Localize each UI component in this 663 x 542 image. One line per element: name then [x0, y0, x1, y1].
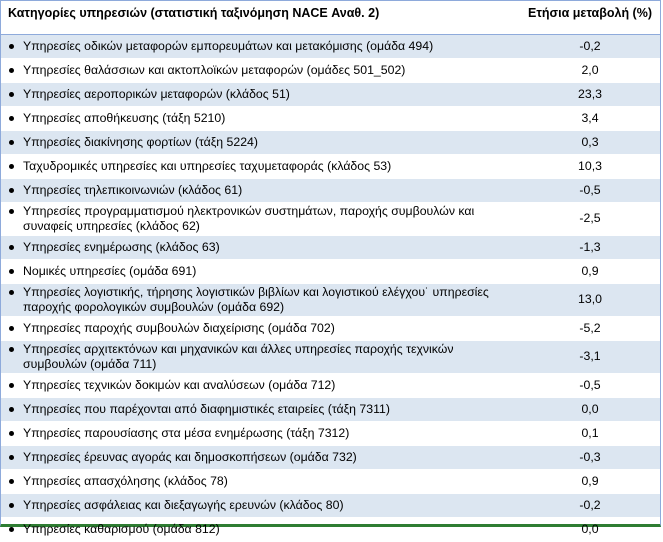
category-label: Υπηρεσίες παρουσίασης στα μέσα ενημέρωσης (τάξη 7312) — [23, 425, 350, 440]
header-annual-change: Ετήσια μεταβολή (%) — [520, 1, 660, 34]
table-row — [1, 283, 660, 316]
category-label: Υπηρεσίες ενημέρωσης (κλάδος 63) — [23, 239, 220, 254]
category-label: Υπηρεσίες απασχόλησης (κλάδος 78) — [23, 473, 228, 488]
annual-change-value: -0,5 — [520, 373, 660, 397]
bullet-icon — [9, 188, 14, 193]
table-row — [1, 130, 660, 154]
bullet-icon — [9, 479, 14, 484]
annual-change-value: -3,1 — [520, 340, 660, 373]
annual-change-value: -1,3 — [520, 235, 660, 259]
bullet-icon — [9, 503, 14, 508]
category-cell — [1, 493, 520, 517]
annual-change-value: 0,3 — [520, 130, 660, 154]
table-body — [1, 34, 660, 541]
bullet-icon — [9, 326, 14, 331]
bullet-icon — [9, 92, 14, 97]
table-row — [1, 178, 660, 202]
bullet-icon — [9, 164, 14, 169]
category-label: Υπηρεσίες καθαρισμού (ομάδα 812) — [23, 521, 220, 536]
bullet-icon — [9, 407, 14, 412]
category-cell — [1, 106, 520, 130]
category-label: Υπηρεσίες που παρέχονται από διαφημιστικές εταιρείες (τάξη 7311) — [23, 401, 390, 416]
bullet-icon — [9, 245, 14, 250]
category-cell — [1, 259, 520, 283]
category-label: Υπηρεσίες αποθήκευσης (τάξη 5210) — [23, 110, 226, 125]
table-row — [1, 373, 660, 397]
annual-change-value: 13,0 — [520, 283, 660, 316]
category-cell — [1, 517, 520, 541]
category-cell — [1, 130, 520, 154]
category-cell — [1, 178, 520, 202]
table-row — [1, 34, 660, 58]
category-label: Υπηρεσίες αεροπορικών μεταφορών (κλάδος 51) — [23, 86, 290, 101]
bullet-icon — [9, 455, 14, 460]
category-cell — [1, 421, 520, 445]
annual-change-value: 0,1 — [520, 421, 660, 445]
category-cell — [1, 283, 520, 316]
category-label: Υπηρεσίες αρχιτεκτόνων και μηχανικών και άλλες υπηρεσίες παροχής τεχνικών συμβουλών (ομάδα 711) — [23, 341, 454, 371]
annual-change-value: -0,3 — [520, 445, 660, 469]
category-cell — [1, 154, 520, 178]
category-label: Υπηρεσίες λογιστικής, τήρησης λογιστικών βιβλίων και λογιστικού ελέγχου˙ υπηρεσίες παροχής φορολογικών συμβουλών (ομάδα 692) — [23, 284, 489, 314]
annual-change-value: -0,5 — [520, 178, 660, 202]
annual-change-value: 0,9 — [520, 469, 660, 493]
annual-change-value: 0,0 — [520, 397, 660, 421]
annual-change-value: -0,2 — [520, 34, 660, 58]
category-cell — [1, 58, 520, 82]
category-label: Υπηρεσίες διακίνησης φορτίων (τάξη 5224) — [23, 134, 258, 149]
annual-change-value: -0,2 — [520, 493, 660, 517]
category-cell — [1, 316, 520, 340]
services-annual-change-table — [1, 1, 660, 542]
table-row — [1, 469, 660, 493]
category-cell — [1, 397, 520, 421]
table-row — [1, 445, 660, 469]
table-row — [1, 58, 660, 82]
category-cell — [1, 373, 520, 397]
header-category: Κατηγορίες υπηρεσιών (στατιστική ταξινόμηση NACE Αναθ. 2) — [1, 1, 520, 34]
category-cell — [1, 82, 520, 106]
category-label: Υπηρεσίες παροχής συμβουλών διαχείρισης (ομάδα 702) — [23, 320, 335, 335]
table-row — [1, 397, 660, 421]
category-label: Υπηρεσίες τεχνικών δοκιμών και αναλύσεων (ομάδα 712) — [23, 377, 336, 392]
table-row — [1, 517, 660, 541]
bullet-icon — [9, 383, 14, 388]
category-label: Νομικές υπηρεσίες (ομάδα 691) — [23, 263, 197, 278]
annual-change-value: -5,2 — [520, 316, 660, 340]
bullet-icon — [9, 347, 14, 352]
category-cell — [1, 235, 520, 259]
category-cell — [1, 202, 520, 235]
annual-change-value: 10,3 — [520, 154, 660, 178]
table-row — [1, 235, 660, 259]
annual-change-value: 0,9 — [520, 259, 660, 283]
category-label: Ταχυδρομικές υπηρεσίες και υπηρεσίες ταχυμεταφοράς (κλάδος 53) — [23, 158, 392, 173]
table-row — [1, 259, 660, 283]
bullet-icon — [9, 290, 14, 295]
table-row — [1, 154, 660, 178]
category-cell — [1, 34, 520, 58]
table-header-row — [1, 1, 660, 34]
table-row — [1, 202, 660, 235]
category-cell — [1, 445, 520, 469]
table-row — [1, 493, 660, 517]
annual-change-value: 0,0 — [520, 517, 660, 541]
annual-change-value: 2,0 — [520, 58, 660, 82]
bullet-icon — [9, 140, 14, 145]
category-cell — [1, 340, 520, 373]
table-row — [1, 316, 660, 340]
bullet-icon — [9, 209, 14, 214]
table-row — [1, 106, 660, 130]
category-label: Υπηρεσίες προγραμματισμού ηλεκτρονικών συστημάτων, παροχής συμβουλών και συναφείς υπηρεσίες (κλάδος 62) — [23, 203, 475, 233]
category-label: Υπηρεσίες ασφάλειας και διεξαγωγής ερευνών (κλάδος 80) — [23, 497, 344, 512]
table-row — [1, 82, 660, 106]
annual-change-value: -2,5 — [520, 202, 660, 235]
bullet-icon — [9, 68, 14, 73]
category-label: Υπηρεσίες οδικών μεταφορών εμπορευμάτων και μετακόμισης (ομάδα 494) — [23, 38, 434, 53]
annual-change-value: 3,4 — [520, 106, 660, 130]
category-label: Υπηρεσίες τηλεπικοινωνιών (κλάδος 61) — [23, 182, 243, 197]
annual-change-value: 23,3 — [520, 82, 660, 106]
bullet-icon — [9, 116, 14, 121]
bullet-icon — [9, 431, 14, 436]
category-label: Υπηρεσίες θαλάσσιων και ακτοπλοϊκών μεταφορών (ομάδες 501_502) — [23, 62, 406, 77]
category-cell — [1, 469, 520, 493]
table-row — [1, 421, 660, 445]
category-label: Υπηρεσίες έρευνας αγοράς και δημοσκοπήσεων (ομάδα 732) — [23, 449, 357, 464]
bullet-icon — [9, 269, 14, 274]
bullet-icon — [9, 44, 14, 49]
table-row — [1, 340, 660, 373]
